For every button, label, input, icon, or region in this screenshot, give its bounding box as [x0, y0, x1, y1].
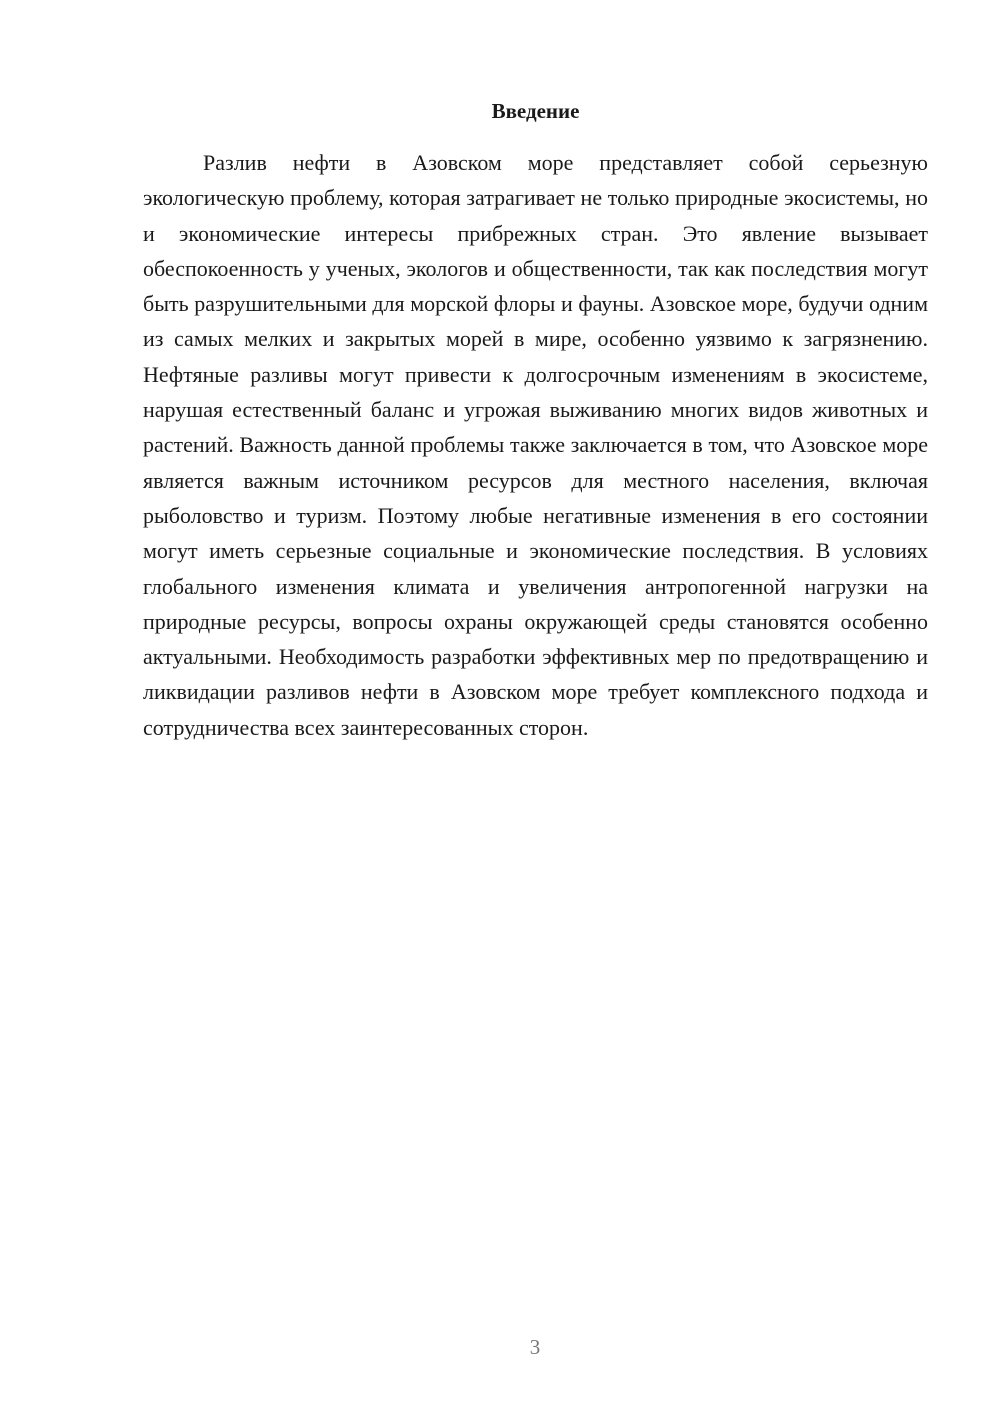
page-number: 3 — [529, 1335, 541, 1359]
section-heading: Введение — [491, 99, 580, 123]
body-paragraph: Разлив нефти в Азовском море представляет собой серьезную экологическую проблему, которая затрагивает не только природные экосистемы, но и экономические интересы прибрежных стран. Это явление вызывает обеспокоенность у ученых, экологов и общественности, так как последствия могут быть разрушительными для морской флоры и фауны. Азовское море, будучи одним из самых мелких и закрытых морей в мире, особенно уязвимо к загрязнению. Нефтяные разливы могут привести к долгосрочным изменениям в экосистеме, нарушая естественный баланс и угрожая выживанию многих видов животных и растений. Важность данной проблемы также заключается в том, что Азовское море является важным источником ресурсов для местного населения, включая рыболовство и туризм. Поэтому любые негативные изменения в его состоянии могут иметь серьезные социальные и экономические последствия. В условиях глобального изменения климата и увеличения антропогенной нагрузки на природные ресурсы, вопросы охраны окружающей среды становятся особенно актуальными. Необходимость разработки эффективных мер по предотвращению и ликвидации разливов нефти в Азовском море требует комплексного подхода и сотрудничества всех заинтересованных сторон. — [143, 150, 928, 740]
